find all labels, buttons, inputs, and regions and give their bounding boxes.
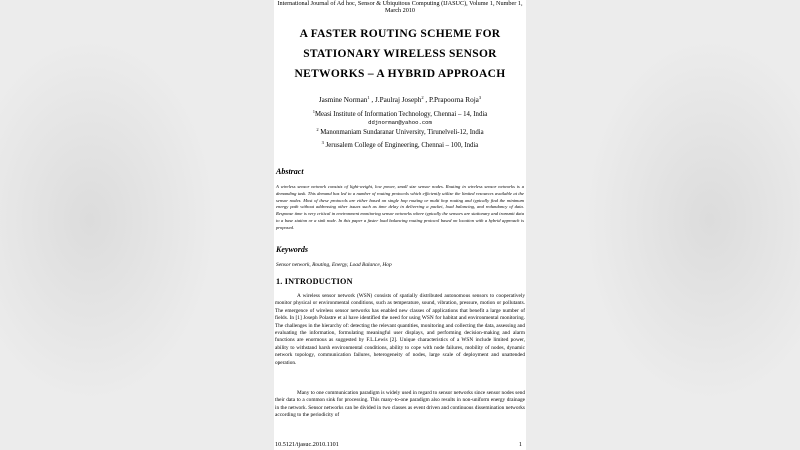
title-line: STATIONARY WIRELESS SENSOR	[303, 48, 497, 60]
author-list	[274, 95, 526, 104]
abstract-heading: Abstract	[276, 167, 304, 176]
author-name: , J.Paulraj Joseph	[369, 96, 422, 104]
affiliation-3	[274, 139, 526, 150]
affiliation-sup: 2	[316, 127, 319, 132]
author-sup: 3	[478, 95, 482, 100]
affiliation-sup: 1	[312, 109, 315, 114]
affiliation-2	[274, 126, 526, 137]
title-line: A FASTER ROUTING SCHEME FOR	[299, 28, 501, 40]
introduction-paragraph-1: A wireless sensor network (WSN) consists of spatially distributed autonomous sensors to cooperatively monitor physical or environmental conditions, such as temperature, sound, vibration, pressure, motion or pollutants. The emergence of wireless sensor networks has enabled new classes of applications that benefit a large number of fields. In [1] Joseph Polastre et al have identified the need for using WSN for habitat and environmental monitoring. The challenges in the hierarchy of: detecting the relevant quantities, monitoring and collecting the data, assessing and evaluating the information, formulating meaningful user displays, and performing decision-making and alarm functions are enormous as suggested by F.L.Lewis [2]. Unique characteristics of a WSN include limited power, ability to withstand harsh environmental conditions, ability to cope with node failures, mobility of nodes, dynamic network topology, communication failures, heterogeneity of nodes, large scale of deployment and unattended operation.	[275, 293, 525, 366]
paper-page	[274, 0, 526, 450]
keywords-text: Sensor network, Routing, Energy, Load Balance, Hop	[276, 262, 392, 268]
affiliation-text: Jerusalem College of Engineering, Chennai – 100, India	[323, 142, 479, 149]
author-sup: 1	[367, 95, 370, 100]
abstract-text: A wireless sensor network consists of light-weight, low power, small size sensor nodes. Routing in wireless sensor networks is a demanding task. This demand has led to a number of routing protocols which efficiently utilize the limited resources available at the sensor nodes. Most of these protocols are either based on single hop routing or multi hop routing and typically find the minimum energy path without addressing other issues such as time delay in delivering a packet, load balancing, and redundancy of data. Response time is very critical in environment monitoring sensor networks where typically the sensors are stationary and transmit data to a base station or a sink node. In this paper a faster load balancing routing protocol based on location with a hybrid approach is proposed.	[276, 184, 524, 230]
affiliation-1	[274, 108, 526, 119]
paper-title	[274, 24, 526, 84]
keywords-heading: Keywords	[276, 245, 308, 254]
title-line: NETWORKS – A HYBRID APPROACH	[294, 68, 506, 80]
affiliation-text: Manonmaniam Sundaranar University, Tirunelveli-12, India	[318, 129, 484, 136]
author-name: , P.Prapoorna Roja	[423, 96, 479, 104]
introduction-paragraph-2: Many to one communication paradigm is widely used in regard to sensor networks since sensor nodes send their data to a common sink for processing. This many-to-one paradigm also results in non-uniform energy drainage in the network. Sensor networks can be divided in two classes as event driven and continuous dissemination networks according to the periodicity of	[275, 390, 525, 419]
introduction-heading: 1. INTRODUCTION	[276, 277, 353, 286]
affiliation-text: Measi Institute of Information Technology, Chennai – 14, India	[315, 111, 488, 118]
affiliation-sup: 3	[321, 140, 324, 145]
page-number: 1	[518, 441, 522, 448]
author-sup: 2	[421, 95, 424, 100]
journal-header: International Journal of Ad hoc, Sensor & Ubiquitous Computing (IJASUC), Volume 1, Number 1, March 2010	[277, 0, 523, 14]
doi-footer: 10.5121/ijasuc.2010.1101	[275, 441, 339, 448]
author-name: Jasmine Norman	[318, 96, 368, 104]
author-email: ddjnorman@yahoo.com	[368, 119, 432, 126]
